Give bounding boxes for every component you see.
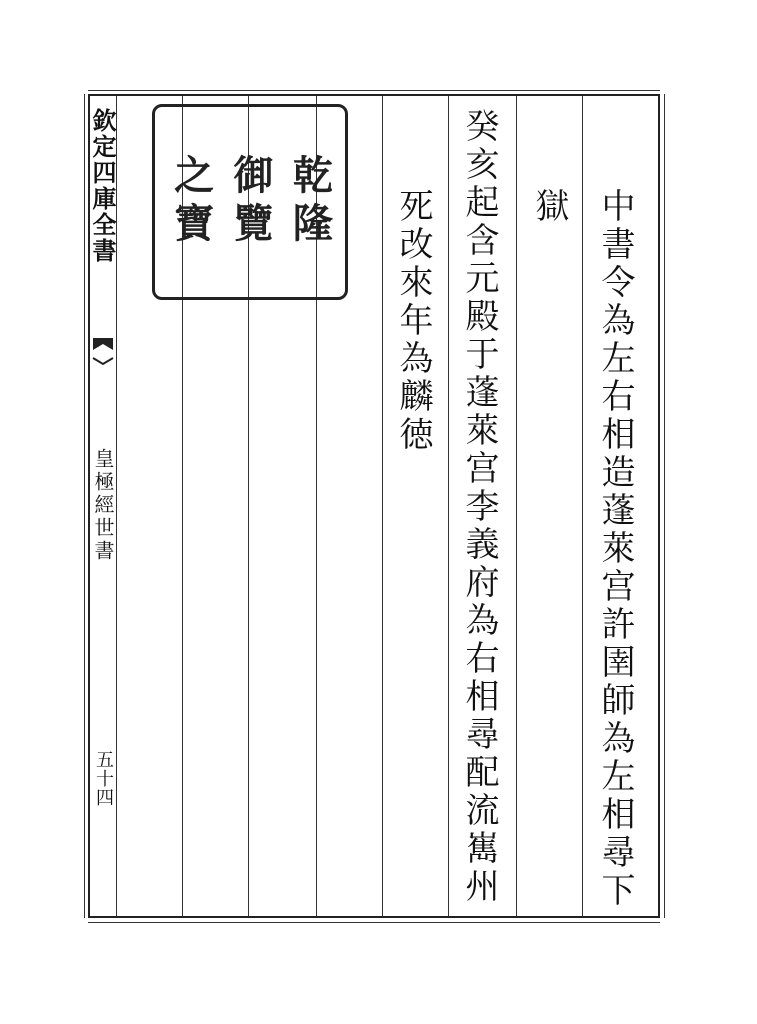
frame-outer-right-line bbox=[664, 94, 665, 918]
text-column: 癸亥起含元殿于蓬萊宫李義府為右相尋配流嶲州 bbox=[459, 108, 499, 906]
seal-column: 御覽 bbox=[226, 154, 274, 250]
fish-tail-mark-icon bbox=[92, 336, 114, 372]
frame-outer-left-line bbox=[84, 94, 85, 918]
frame-outer-top-line bbox=[88, 90, 660, 91]
margin-collection-title: 欽定四庫全書 bbox=[88, 108, 117, 264]
column-rule bbox=[448, 96, 449, 916]
margin-page-number: 五十四 bbox=[93, 750, 114, 807]
column-rule bbox=[516, 96, 517, 916]
text-column: 獄 bbox=[529, 188, 569, 226]
column-rule bbox=[382, 96, 383, 916]
seal-column: 乾隆 bbox=[286, 154, 334, 250]
text-column: 中書令為左右相造蓬萊宫許圉師為左相尋下 bbox=[595, 188, 635, 910]
imperial-seal bbox=[152, 104, 348, 300]
text-column: 死改來年為麟徳 bbox=[393, 188, 433, 454]
frame-outer-bottom-line bbox=[88, 922, 660, 923]
seal-column: 之寶 bbox=[167, 154, 215, 250]
margin-book-title: 皇極經世書 bbox=[91, 448, 115, 563]
column-rule bbox=[582, 96, 583, 916]
